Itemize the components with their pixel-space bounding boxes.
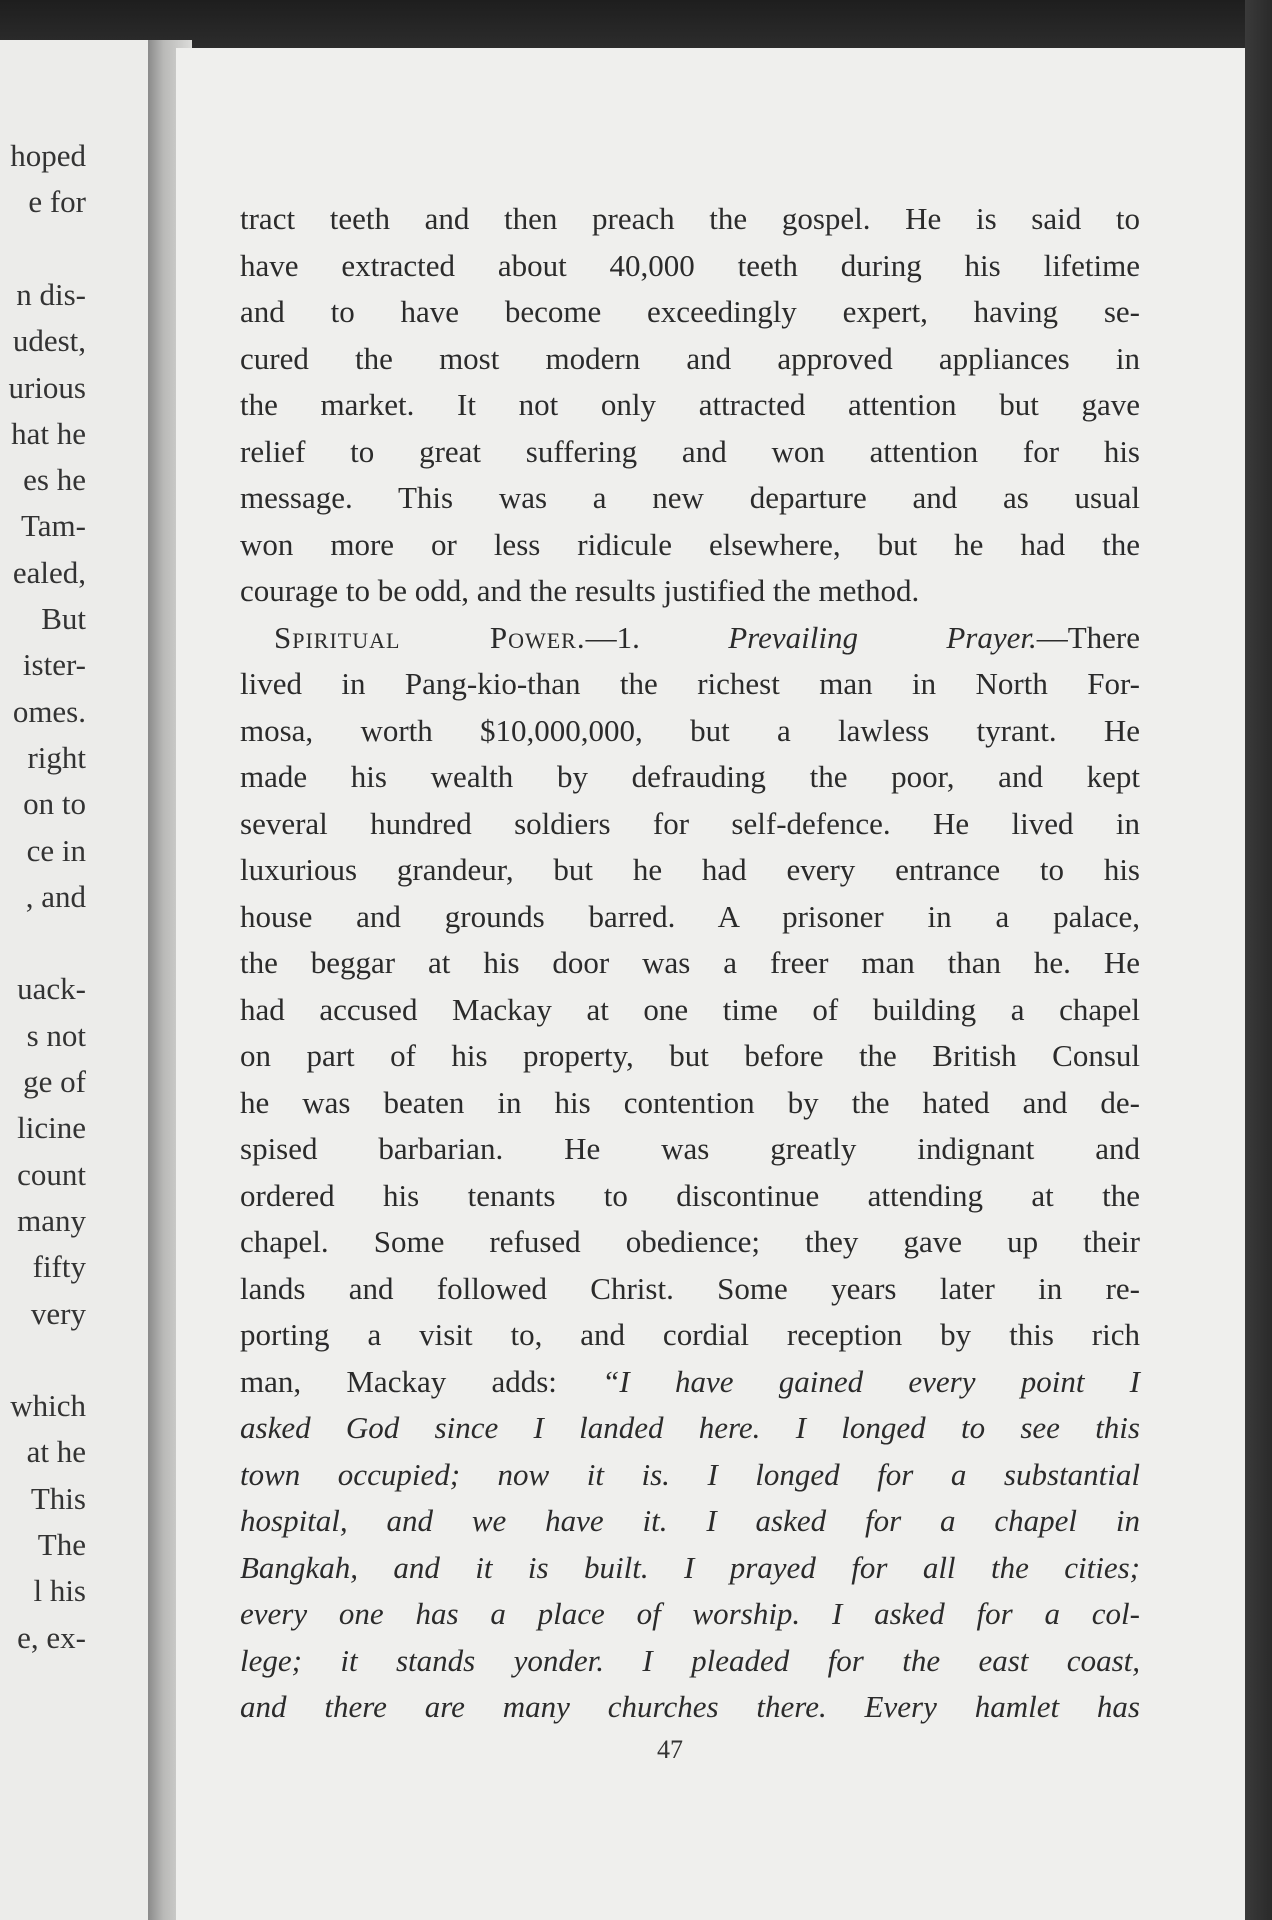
paragraph-1 xyxy=(240,196,1140,615)
left-page-fragment: e for xyxy=(28,184,86,220)
text-line: on part of his property, but before the British Consul xyxy=(240,1038,1140,1073)
page-number: 47 xyxy=(657,1735,683,1764)
left-page-fragment: count xyxy=(17,1156,86,1192)
text-line: hospital, and we have it. I asked for a chapel in xyxy=(240,1503,1140,1538)
text-line: message. This was a new departure and as usual xyxy=(240,480,1140,515)
text-line: the beggar at his door was a freer man than he. He xyxy=(240,945,1140,980)
text-line: the market. It not only attracted attention but gave xyxy=(240,387,1140,422)
left-page-fragment: at he xyxy=(26,1434,86,1470)
section-heading: Spiritual Power. xyxy=(274,619,586,655)
text-line: made his wealth by defrauding the poor, and kept xyxy=(240,759,1140,794)
left-page-fragment: fifty xyxy=(32,1249,86,1285)
section-dash-word: —There xyxy=(1036,619,1140,655)
left-page-fragment: Tam- xyxy=(21,508,86,544)
left-page-fragment: e, ex- xyxy=(17,1619,86,1655)
text-line: won more or less ridicule elsewhere, but he had the xyxy=(240,526,1140,562)
text-line: and there are many churches there. Every hamlet has xyxy=(240,1689,1140,1724)
scan-border-right xyxy=(1245,0,1272,1920)
text-line: have extracted about 40,000 teeth during his lifetime xyxy=(240,247,1140,283)
left-page-fragment: The xyxy=(37,1527,86,1562)
text-line: he was beaten in his contention by the hated and de- xyxy=(240,1084,1140,1120)
text-line: mosa, worth $10,000,000, but a lawless tyrant. He xyxy=(240,712,1140,748)
left-page-fragment: l his xyxy=(33,1573,86,1609)
text-line: asked God since I landed here. I longed to see this xyxy=(240,1410,1140,1445)
left-page-fragment: But xyxy=(41,601,86,636)
left-page-fragment: n dis- xyxy=(16,276,86,312)
left-page-fragment: This xyxy=(30,1480,86,1516)
left-page-fragment: licine xyxy=(17,1110,86,1146)
text-line: and to have become exceedingly expert, having se- xyxy=(240,294,1140,329)
left-page-fragment: uack- xyxy=(17,971,86,1007)
left-page-fragment: very xyxy=(30,1295,86,1331)
section-number: —1. xyxy=(585,619,640,655)
paragraph-2 xyxy=(240,615,1140,662)
left-page-fragment: udest, xyxy=(12,323,86,359)
text-line: luxurious grandeur, but he had every entrance to his xyxy=(240,852,1140,887)
text-line: cured the most modern and approved appliances in xyxy=(240,340,1140,376)
left-page-fragment: many xyxy=(17,1202,86,1238)
text-line: relief to great suffering and won attention for his xyxy=(240,433,1140,469)
left-page-fragment: ealed, xyxy=(12,554,86,590)
text-line: chapel. Some refused obedience; they gave up their xyxy=(240,1224,1140,1259)
left-page xyxy=(0,40,160,1920)
section-heading-line xyxy=(240,615,1140,662)
left-page-fragment: ce in xyxy=(26,832,86,868)
quote-intro-line xyxy=(240,1359,1140,1406)
section-subheading: Prevailing Prayer. xyxy=(728,619,1037,655)
text-line: every one has a place of worship. I asked for a col- xyxy=(240,1596,1140,1631)
text-line: lege; it stands yonder. I pleaded for the east coast, xyxy=(240,1642,1140,1678)
text-line: house and grounds barred. A prisoner in a palace, xyxy=(240,898,1140,934)
left-page-fragment: which xyxy=(10,1388,86,1424)
text-line: had accused Mackay at one time of building a chapel xyxy=(240,991,1140,1027)
left-page-fragment: omes. xyxy=(12,693,86,729)
left-page-fragment: , and xyxy=(25,878,86,914)
text-line: lived in Pang-kio-than the richest man in North For- xyxy=(240,666,1140,701)
left-page-fragment: on to xyxy=(23,786,86,822)
text-line: tract teeth and then preach the gospel. He is said to xyxy=(240,201,1140,236)
left-page-fragment: hat he xyxy=(11,415,86,451)
text-line: courage to be odd, and the results justified the method. xyxy=(240,573,920,608)
text-line: lands and followed Christ. Some years later in re- xyxy=(240,1270,1140,1306)
left-page-fragment: es he xyxy=(23,462,86,498)
left-page-fragment: urious xyxy=(8,369,86,405)
text-line: porting a visit to, and cordial reception by this rich xyxy=(240,1317,1140,1352)
text-line: town occupied; now it is. I longed for a substantial xyxy=(240,1456,1140,1492)
left-page-fragment: ge of xyxy=(23,1064,86,1099)
text-line: several hundred soldiers for self-defence. He lived in xyxy=(240,805,1140,841)
page-body xyxy=(240,196,1140,1731)
left-page-fragment: right xyxy=(27,739,86,775)
quote-block xyxy=(240,1405,1140,1731)
left-page-fragment: s not xyxy=(26,1017,86,1053)
quote-intro: man, Mackay adds: xyxy=(240,1363,603,1399)
left-page-fragment: hoped xyxy=(10,138,86,173)
left-page-fragment: ister- xyxy=(22,647,86,683)
text-line: spised barbarian. He was greatly indignant and xyxy=(240,1131,1140,1166)
paragraph-2-lines xyxy=(240,661,1140,1359)
text-line: Bangkah, and it is built. I prayed for all the cities; xyxy=(240,1549,1140,1585)
text-line: ordered his tenants to discontinue attending at the xyxy=(240,1177,1140,1213)
quote-first: “I have gained every point I xyxy=(602,1363,1141,1399)
